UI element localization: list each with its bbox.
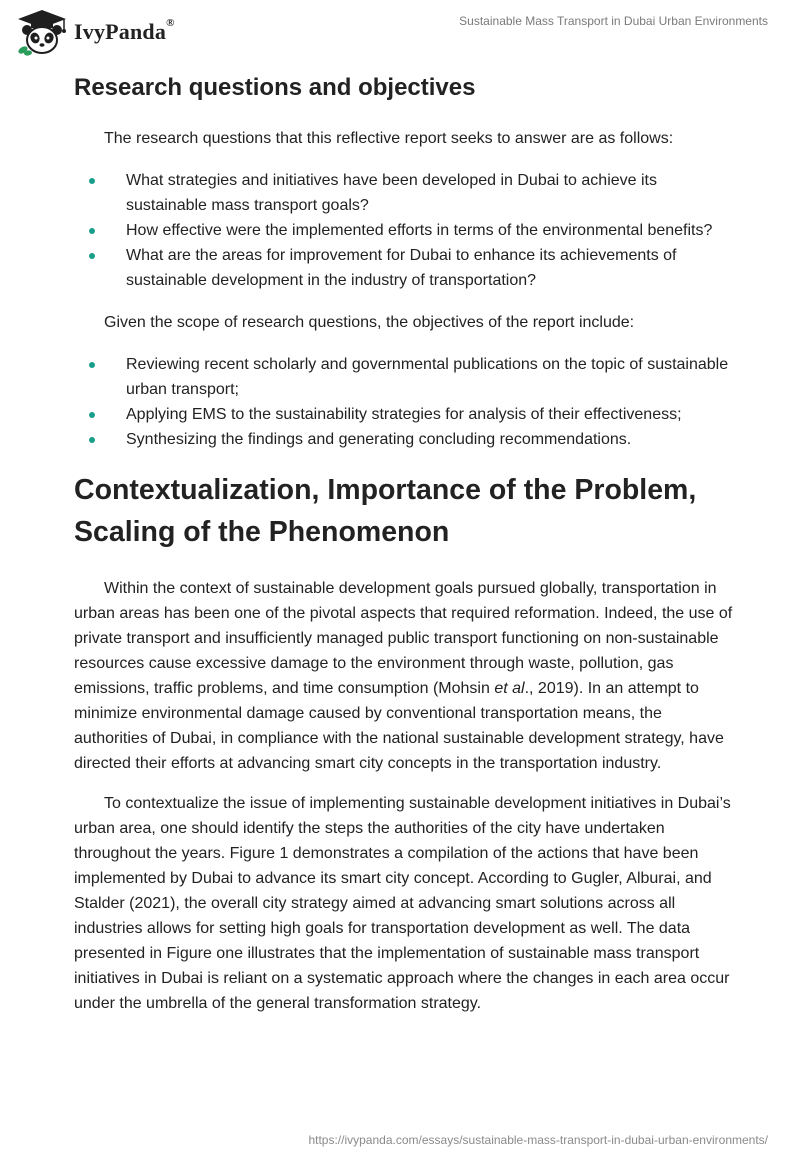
bullet-dot — [89, 412, 95, 418]
list-item: Reviewing recent scholarly and governmental publications on the topic of sustainable urban transport; — [74, 352, 734, 402]
paragraph-context: Within the context of sustainable development goals pursued globally, transportation in urban areas has been one of the pivotal aspects that required reformation. Indeed, the use of private transport and insufficiently managed public transport functioning on non-sustainable resources cause excessive damage to the environment through waste, pollution, gas emissions, traffic problems, and time consumption (Mohsin et al., 2019). In an attempt to minimize environmental damage caused by conventional transportation means, the authorities of Dubai, in compliance with the national sustainable development strategy, have directed their efforts at advancing smart city concepts in the transportation industry. — [74, 580, 733, 772]
list-item: What are the areas for improvement for Dubai to enhance its achievements of sustainable development in the industry of transportation? — [74, 243, 734, 293]
section-heading-research-questions: Research questions and objectives — [74, 74, 476, 101]
main-content — [74, 70, 734, 1016]
bullet-dot — [89, 178, 95, 184]
section-heading-contextualization: Contextualization, Importance of the Problem, Scaling of the Phenomenon — [74, 474, 697, 548]
bullet-dot — [89, 228, 95, 234]
ivypanda-logo[interactable] — [14, 8, 175, 56]
research-questions-intro: The research questions that this reflective report seeks to answer are as follows: — [104, 130, 674, 147]
brand-name: IvyPanda® — [74, 17, 175, 44]
paragraph-dubai-steps: To contextualize the issue of implementing sustainable development initiatives in Dubai’s urban area, one should identify the steps the authorities of the city have undertaken throughout the years. Figure 1 demonstrates a compilation of the actions that have been implemented by Dubai to advance its smart city concept. According to Gugler, Alburai, and Stalder (2021), the overall city strategy aimed at advancing smart solutions across all industries allows for setting high goals for transportation development as well. The data presented in Figure one illustrates that the implementation of sustainable mass transport initiatives in Dubai is reliant on a systematic approach where the changes in each area occur under the umbrella of the general transformation strategy. — [74, 795, 731, 1012]
list-item: How effective were the implemented efforts in terms of the environmental benefits? — [74, 218, 734, 243]
list-item: What strategies and initiatives have been developed in Dubai to achieve its sustainable mass transport goals? — [74, 168, 734, 218]
page-header — [0, 0, 800, 60]
bullet-dot — [89, 437, 95, 443]
list-item: Synthesizing the findings and generating concluding recommendations. — [74, 427, 734, 452]
bullet-dot — [89, 362, 95, 368]
panda-icon — [14, 8, 70, 56]
objectives-list — [74, 352, 734, 452]
objectives-intro: Given the scope of research questions, the objectives of the report include: — [104, 314, 635, 331]
research-questions-list — [74, 168, 734, 293]
document-title: Sustainable Mass Transport in Dubai Urban Environments — [459, 14, 768, 28]
source-url-link[interactable]: https://ivypanda.com/essays/sustainable-mass-transport-in-dubai-urban-environments/ — [308, 1133, 768, 1147]
bullet-dot — [89, 253, 95, 259]
list-item: Applying EMS to the sustainability strategies for analysis of their effectiveness; — [74, 402, 734, 427]
